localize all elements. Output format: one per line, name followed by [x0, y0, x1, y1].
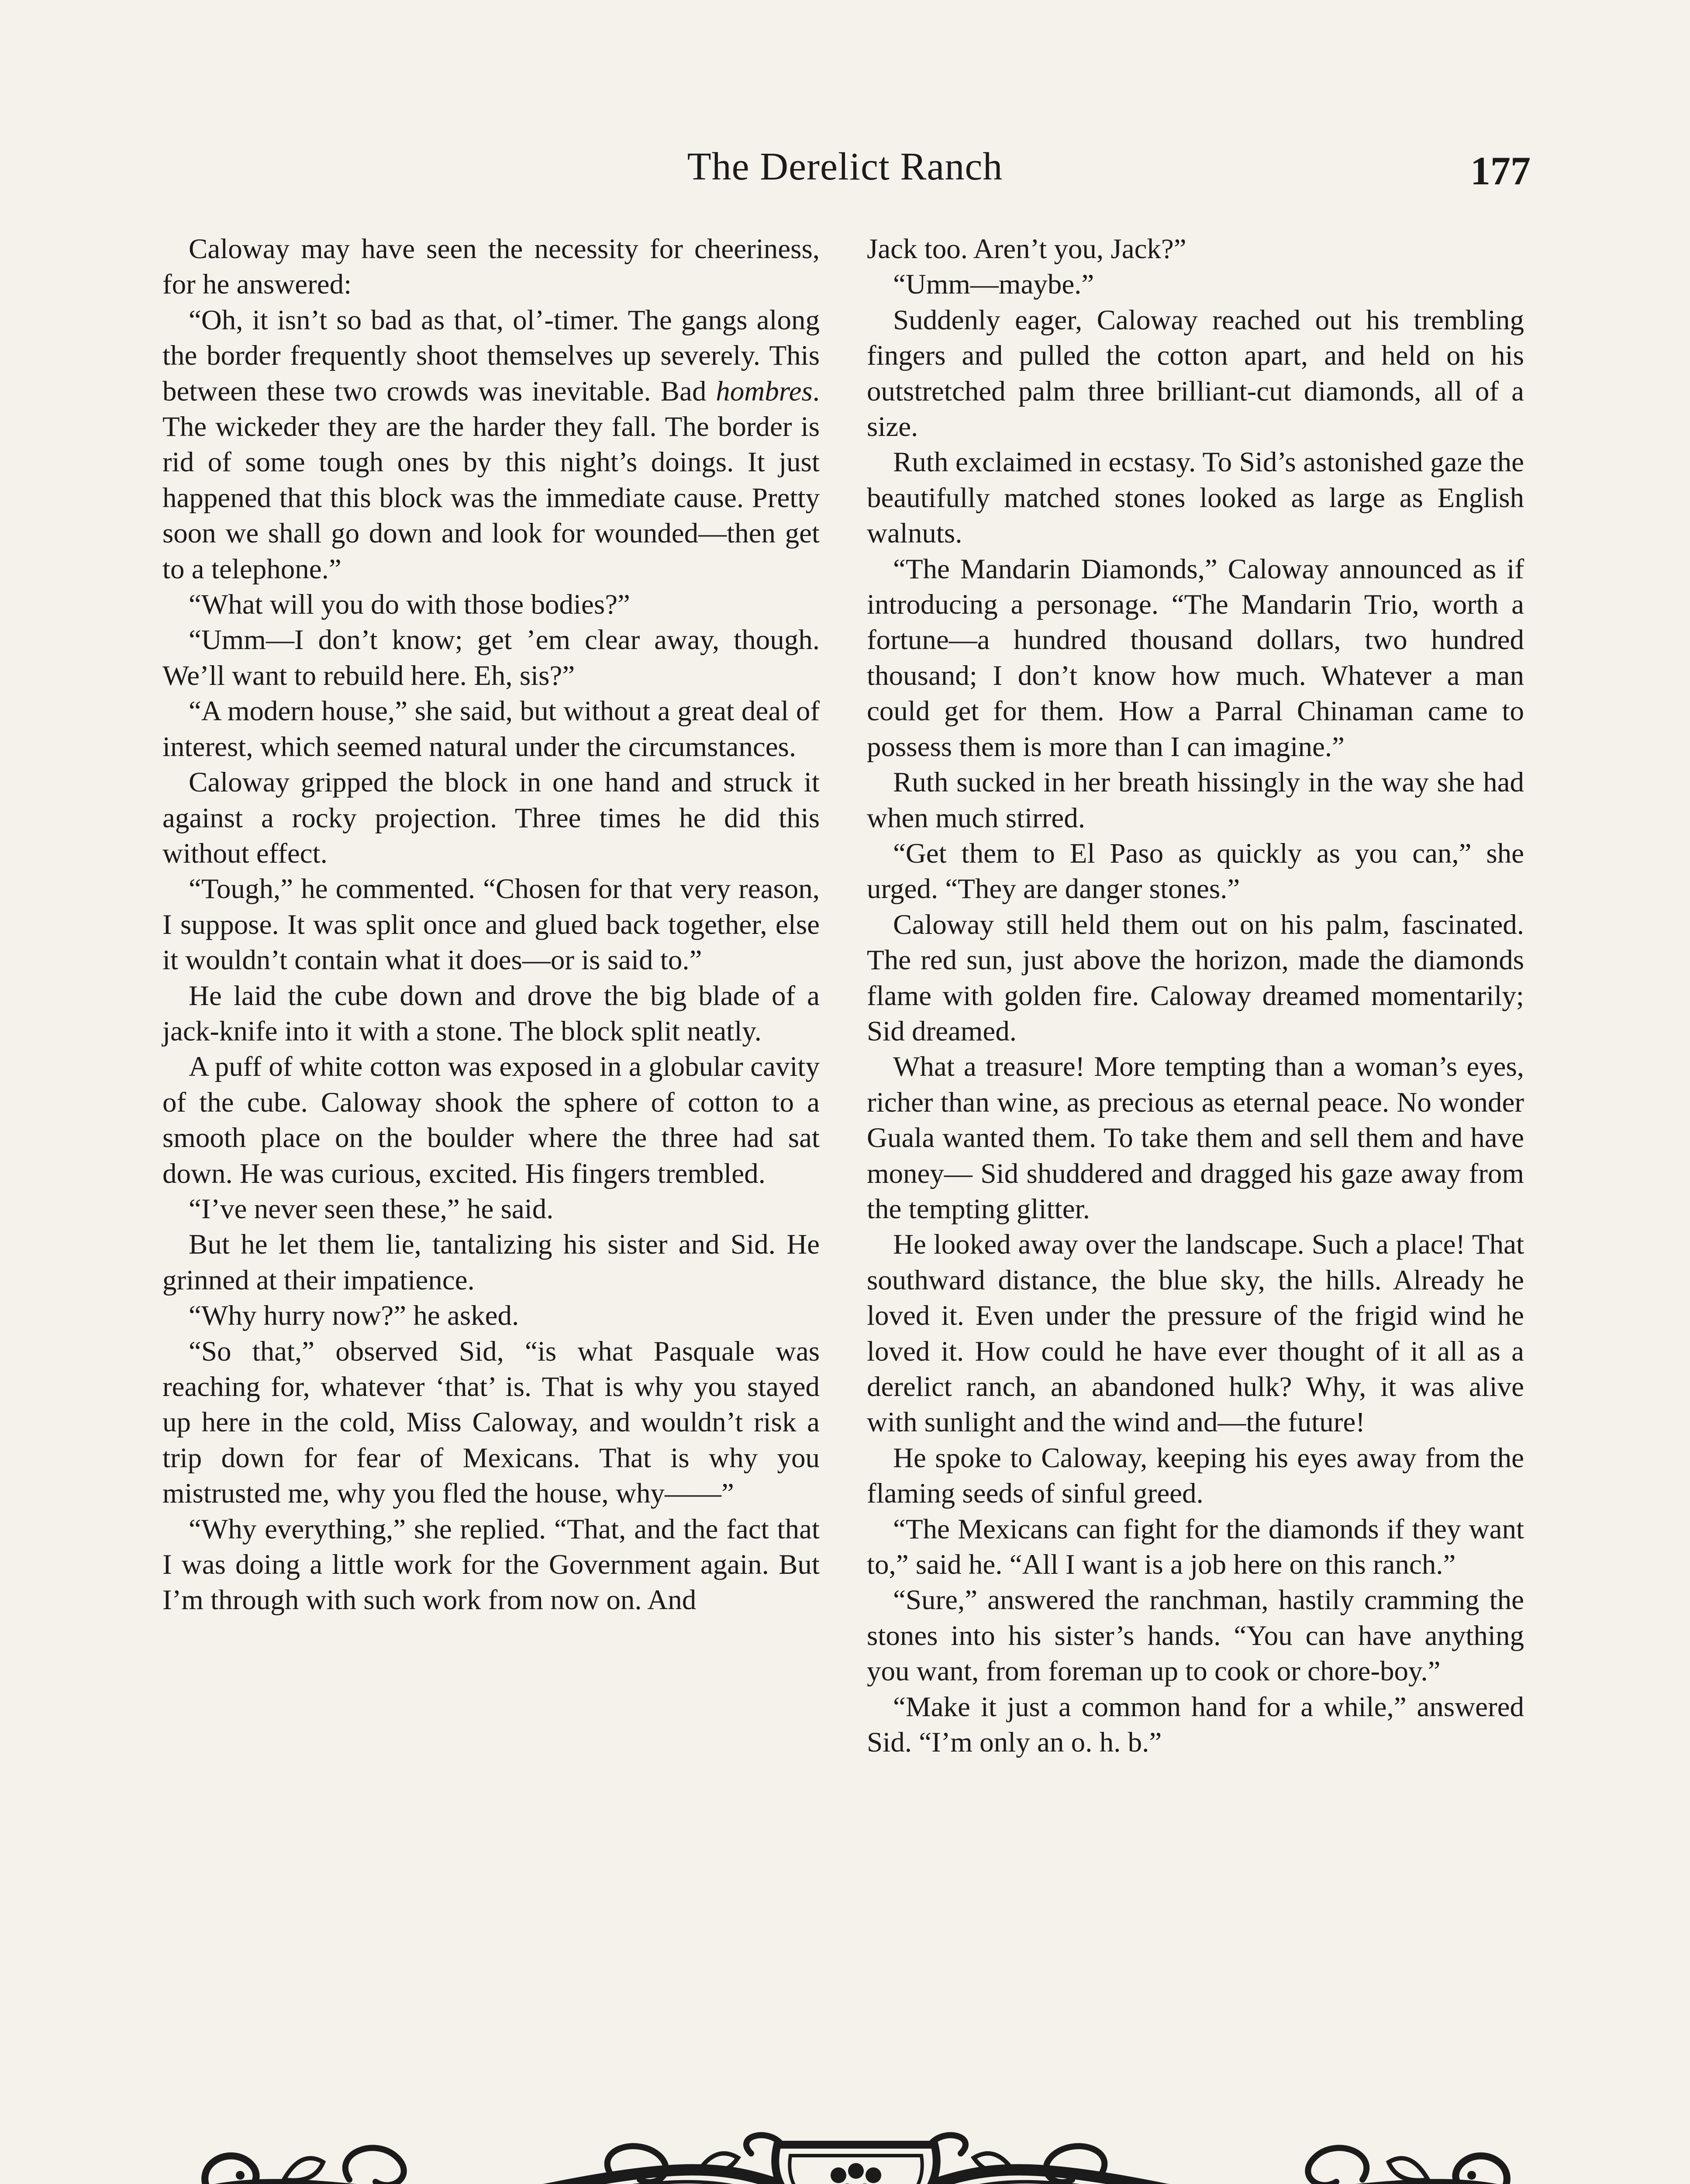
right-column: [867, 232, 1524, 1760]
paragraph: “Make it just a common hand for a while,” answered Sid. “I’m only an o. h. b.”: [867, 1691, 1524, 1759]
paragraph: Ruth sucked in her breath hissingly in the way she had when much stirred.: [867, 767, 1524, 834]
paragraph: “A modern house,” she said, but without a great deal of interest, which seemed natural under the circumstances.: [162, 695, 820, 763]
paragraph: “I’ve never seen these,” he said.: [189, 1193, 554, 1225]
paragraph: Suddenly eager, Caloway reached out his trembling fingers and pulled the cotton apart, and held on his outstretched palm three brilliant-cut diamonds, all of a size.: [867, 304, 1524, 443]
paragraph: He looked away over the landscape. Such a place! That southward distance, the blue sky, the hills. Already he loved it. Even under the pressure of the frigid wind he loved it. How could he have ever thought of it all as a derelict ranch, an abandoned hulk? Why, it was alive with sunlight and the wind and—the future!: [867, 1229, 1524, 1438]
paragraph: “Why hurry now?” he asked.: [189, 1300, 519, 1332]
paragraph: “Umm—maybe.”: [893, 269, 1094, 301]
left-column: [162, 232, 820, 1618]
paragraph: “Umm—I don’t know; get ’em clear away, though. We’ll want to rebuild here. Eh, sis?”: [162, 624, 820, 691]
paragraph: Caloway still held them out on his palm, fascinated. The red sun, just above the horizon, made the diamonds flame with golden fire. Caloway dreamed momentarily; Sid dreamed.: [867, 909, 1524, 1047]
paragraph: “What will you do with those bodies?”: [189, 589, 630, 621]
paragraph: A puff of white cotton was exposed in a globular cavity of the cube. Caloway shook the sphere of cotton to a smooth place on the boulder where the three had sat down. He was curious, excited. His fingers trembled.: [162, 1051, 820, 1189]
paragraph: He spoke to Caloway, keeping his eyes away from the flaming seeds of sinful greed.: [867, 1442, 1524, 1510]
paragraph: Ruth exclaimed in ecstasy. To Sid’s astonished gaze the beautifully matched stones looked as large as English walnuts.: [867, 446, 1524, 549]
paragraph: “Why everything,” she replied. “That, and the fact that I was doing a little work for the Government again. But I’m through with such work from now on. And: [162, 1513, 820, 1616]
decorative-scroll-ornament: [175, 2127, 1537, 2184]
paragraph: He laid the cube down and drove the big blade of a jack-knife into it with a stone. The block split neatly.: [162, 980, 820, 1047]
paragraph: Jack too. Aren’t you, Jack?”: [867, 233, 1186, 265]
paragraph: “The Mandarin Diamonds,” Caloway announced as if introducing a personage. “The Mandarin Trio, worth a fortune—a hundred thousand dollars, two hundred thousand; I don’t know how much. Whatever a man could get for them. How a Parral Chinaman came to possess them is more than I can imagine.”: [867, 553, 1524, 763]
paragraph: Caloway may have seen the necessity for cheeriness, for he answered:: [162, 233, 820, 301]
paragraph: “The Mexicans can fight for the diamonds if they want to,” said he. “All I want is a job here on this ranch.”: [867, 1513, 1524, 1581]
paragraph: But he let them lie, tantalizing his sister and Sid. He grinned at their impatience.: [162, 1229, 820, 1296]
italic-word: hombres: [716, 375, 813, 407]
paragraph: “Get them to El Paso as quickly as you can,” she urged. “They are danger stones.”: [867, 837, 1524, 905]
page-header: [0, 144, 1690, 205]
page-number: 177: [1470, 149, 1531, 193]
paragraph: “Oh, it isn’t so bad as that, ol’-timer. The gangs along the border frequently shoot themselves up severely. This between these two crowds was inevitable. Bad hombres. The wickeder they are the harder they fall. The border is rid of some tough ones by this night’s doings. It just happened that this block was the immediate cause. Pretty soon we shall go down and look for wounded—then get to a telephone.”: [162, 304, 820, 585]
paragraph: Caloway gripped the block in one hand and struck it against a rocky projection. Three times he did this without effect.: [162, 767, 820, 869]
paragraph: “Tough,” he commented. “Chosen for that very reason, I suppose. It was split once and glued back together, else it wouldn’t contain what it does—or is said to.”: [162, 873, 820, 976]
paragraph: “Sure,” answered the ranchman, hastily cramming the stones into his sister’s hands. “You can have anything you want, from foreman up to cook or chore-boy.”: [867, 1584, 1524, 1687]
running-title: The Derelict Ranch: [687, 145, 1003, 188]
paragraph: What a treasure! More tempting than a woman’s eyes, richer than wine, as precious as eternal peace. No wonder Guala wanted them. To take them and sell them and have money— Sid shuddered and dragged his gaze away from the tempting glitter.: [867, 1051, 1524, 1225]
paragraph: “So that,” observed Sid, “is what Pasquale was reaching for, whatever ‘that’ is. That is why you stayed up here in the cold, Miss Caloway, and wouldn’t risk a trip down for fear of Mexicans. That is why you mistrusted me, why you fled the house, why——”: [162, 1335, 820, 1510]
